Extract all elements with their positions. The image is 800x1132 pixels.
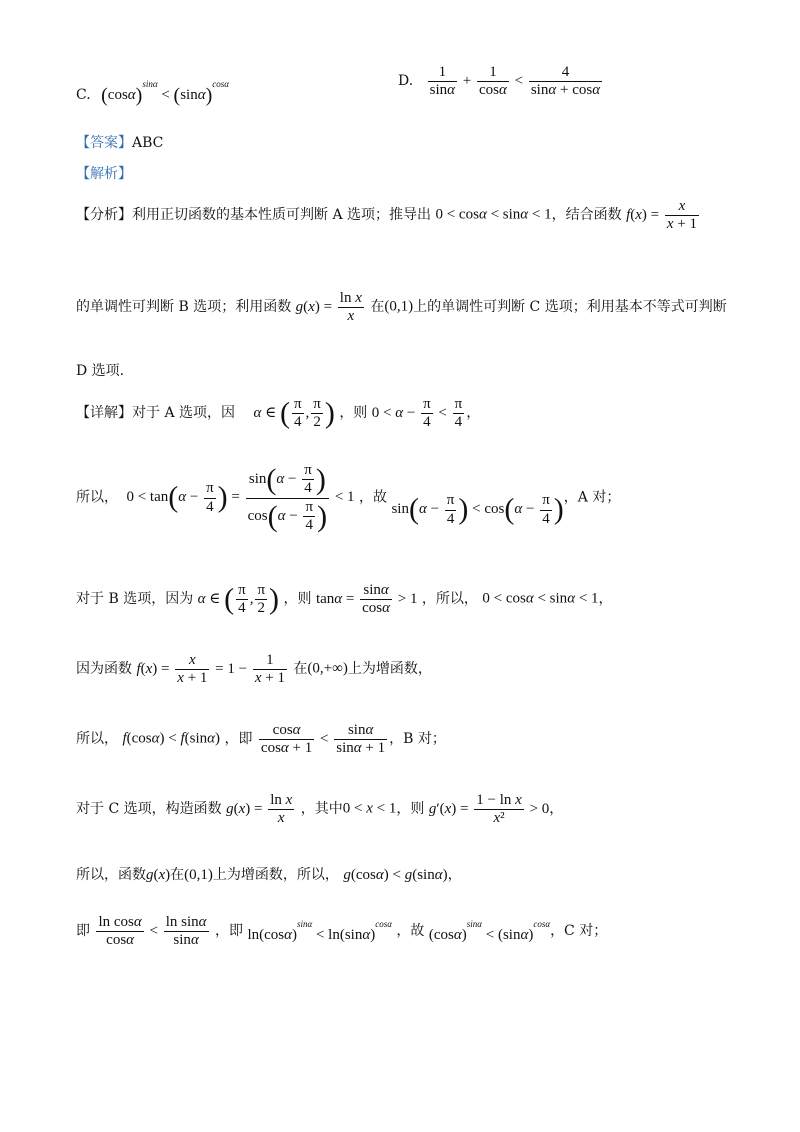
detail-c-line-1: 对于 C 选项，构造函数 g(x) = $\frac{\text{ln x}}{x}$ ，其中0 < x < 1，则 g′(x) = $\frac{\text{1 − ln x}}{\text{x²}}$ > 0， xyxy=(76,792,564,827)
math-g-x: g(x) xyxy=(146,867,171,883)
math-f-compare: f(cosα) < f(sinα) xyxy=(122,730,221,747)
detail-c-line-2: 所以，函数g(x)在(0,1)上为增函数，所以， g(cosα) < g(sinα)， xyxy=(76,867,462,883)
math-b-fractions: $\frac{\cos\alpha}{\cos\alpha + 1}$ < $\frac{\sin\alpha}{\sin\alpha + 1}$ xyxy=(260,722,386,757)
detail-a-line-2: 所以， 0 < tan(α − $\frac{\pi}{4}$ ) = sin(α − $\frac{\pi}{4}$ ) cos(α − $\frac{\pi}{4}$ ) < 1 ，故 sin(α − $\frac{\pi}{4}$ ) < cos(α − $\frac{\pi}{4}$ )，A 对； xyxy=(76,462,621,533)
answer-value: ABC xyxy=(132,135,164,151)
math-g-construct: g(x) = $\frac{\text{ln x}}{x}$ xyxy=(226,792,293,827)
math-g-derivative: g′(x) = $\frac{\text{1 − ln x}}{\text{x²}}$ > 0 xyxy=(428,792,550,827)
math-sin-lt-cos: sin(α − $\frac{\pi}{4}$ ) < cos(α − $\frac{\pi}{4}$ ) xyxy=(391,492,564,527)
analysis-line-1: 【分析】利用正切函数的基本性质可判断 A 选项；推导出 0 < cosα < sinα < 1，结合函数 f(x) = $\frac{x}{x + 1}$ xyxy=(76,198,701,234)
analysis-line-3: D 选项. xyxy=(76,363,125,379)
math-tan-gt-1: tanα = $\frac{\sin\alpha}{\cos\alpha}$ > 1 xyxy=(315,582,418,617)
math-cos-sin-bound-b: 0 < cosα < sinα < 1 xyxy=(482,590,599,607)
math-f-def: f(x) = $\frac{x}{x + 1}$ xyxy=(626,198,698,233)
option-c-label: C. xyxy=(76,87,91,103)
detail-b-line-3: 所以， f(cosα) < f(sinα) ，即 $\frac{\cos\alpha}{\cos\alpha + 1}$ < $\frac{\sin\alpha}{\sin\alpha + 1}$ ，B 对； xyxy=(76,722,446,757)
math-alpha-range-b: α ∈ ( $\frac{\pi}{4}$ , $\frac{\pi}{2}$ ) xyxy=(197,582,280,617)
option-d xyxy=(398,64,604,100)
detail-b-line-2: 因为函数 f(x) = $\frac{x}{x + 1}$ = 1 − $\frac{1}{x + 1}$ 在(0,+∞)上为增函数， xyxy=(76,652,432,687)
answer-tag: 【答案】 xyxy=(76,135,132,151)
math-alpha-shift: 0 < α − $\frac{\pi}{4}$ < $\frac{\pi}{4}$ xyxy=(371,396,463,431)
option-c-formula: $(\cos\alpha)^{sin\alpha} < (\sin\alpha)^{cos\alpha}$ xyxy=(101,79,230,107)
math-alpha-range: α ∈ ( $\frac{\pi}{4}$ , $\frac{\pi}{2}$ ) xyxy=(253,396,335,431)
analysis-tag: 【分析】 xyxy=(76,207,132,224)
analysis-line-2: 的单调性可判断 B 选项；利用函数 g(x) = $\frac{\text{ln x}}{x}$ 在(0,1)上的单调性可判断 C 选项；利用基本不等式可判断 xyxy=(76,290,727,325)
math-cos-sin-bound: 0 < cosα < sinα < 1 xyxy=(435,206,552,223)
math-g-compare: g(cosα) < g(sinα) xyxy=(343,867,448,883)
option-c xyxy=(76,80,229,106)
explanation-tag: 【解析】 xyxy=(76,166,132,182)
math-g-def: g(x) = $\frac{\text{ln x}}{x}$ xyxy=(295,290,362,325)
detail-c-line-3: 即 $\frac{\text{ln cosα}}{\cos\alpha}$ < $\frac{\text{ln sinα}}{\sin\alpha}$ ，即 $\ln(\cos\alpha)^{sin\alpha} < \ln(\sin\alpha)^{cos\alpha}$ ，故 $(\cos\alpha)^{sin\alpha} < (\sin\alpha)^{cos\alpha}$，C 对； xyxy=(76,914,608,949)
math-ln-powers: $\ln(\cos\alpha)^{sin\alpha} < \ln(\sin\alpha)^{cos\alpha}$ xyxy=(247,918,392,943)
detail-tag: 【详解】 xyxy=(76,405,132,422)
math-x-range: 0 < x < 1 xyxy=(342,800,397,817)
detail-a-line-1: 【详解】对于 A 选项，因 α ∈ ( $\frac{\pi}{4}$ , $\frac{\pi}{2}$ ) ，则 0 < α − $\frac{\pi}{4}$ < $\frac{\pi}{4}$ ， xyxy=(76,396,481,431)
detail-b-line-1: 对于 B 选项，因为 α ∈ ( $\frac{\pi}{4}$ , $\frac{\pi}{2}$ ) ，则 tanα = $\frac{\sin\alpha}{\cos\alpha}$ > 1 ，所以， 0 < cosα < sinα < 1， xyxy=(76,582,613,617)
math-final-compare: $(\cos\alpha)^{sin\alpha} < (\sin\alpha)^{cos\alpha}$ xyxy=(428,918,551,943)
option-d-formula: $\frac{1}{\sin\alpha}$ + $\frac{1}{\cos\alpha}$ < $\frac{4}{\sin\alpha + \cos\alpha}$ xyxy=(429,64,601,99)
math-ln-fractions: $\frac{\text{ln cosα}}{\cos\alpha}$ < $\frac{\text{ln sinα}}{\sin\alpha}$ xyxy=(98,914,207,949)
math-tan-ratio: 0 < tan(α − $\frac{\pi}{4}$ ) = sin(α − $\frac{\pi}{4}$ ) cos(α − $\frac{\pi}{4}$ ) < 1 xyxy=(126,462,355,533)
option-d-label: D. xyxy=(398,73,414,90)
math-f-decompose: f(x) = $\frac{x}{x + 1}$ = 1 − $\frac{1}{x + 1}$ xyxy=(136,652,285,687)
answer-line xyxy=(76,136,163,150)
